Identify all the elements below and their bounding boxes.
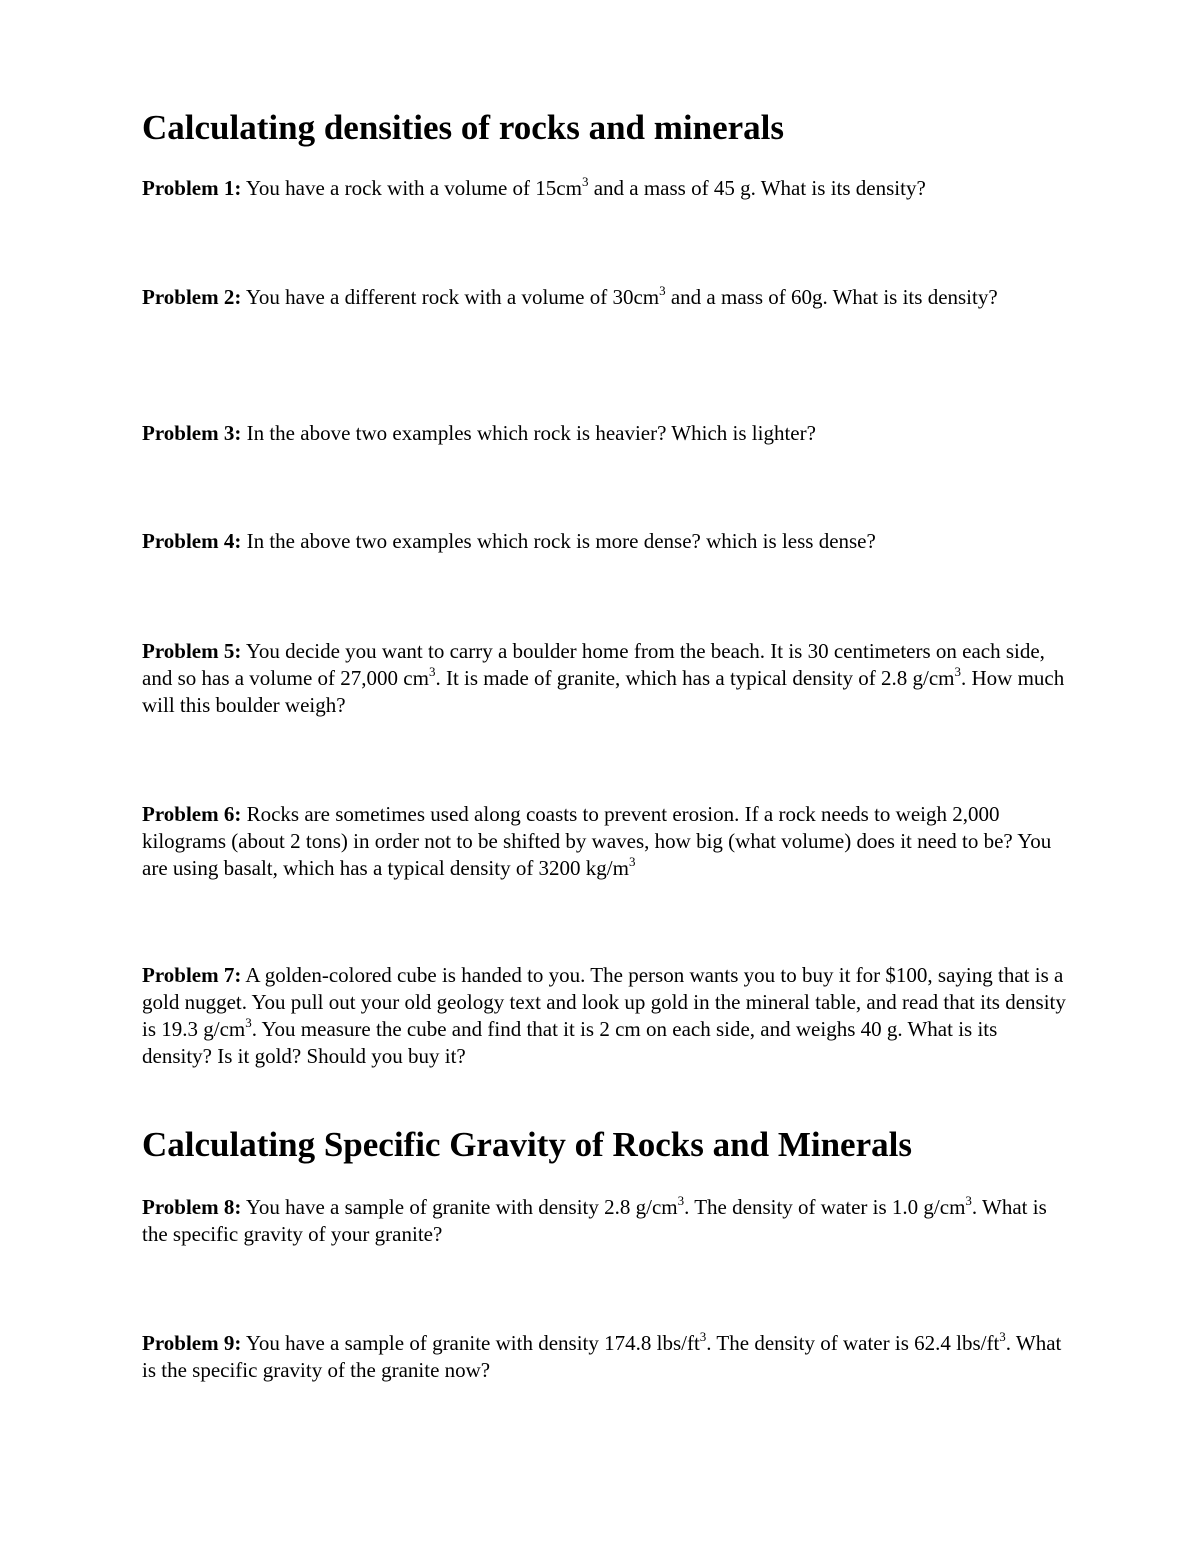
problem-text: . You measure the cube and find that it is 2 cm on each side, and weighs 40 g. What is its density? Is it gold? Should you buy it? [142, 1017, 998, 1068]
superscript: 3 [659, 283, 666, 298]
problem-text: In the above two examples which rock is more dense? which is less dense? [241, 529, 876, 553]
problem-label: Problem 2: [142, 285, 242, 309]
problem-7 [142, 962, 1072, 1070]
problem-label: Problem 6: [142, 802, 242, 826]
problem-label: Problem 3: [142, 421, 242, 445]
problem-text: . How much will this boulder weigh? [142, 666, 1065, 717]
problem-text: and a mass of 45 g. What is its density? [588, 176, 926, 200]
problem-text: . The density of water is 62.4 lbs/ft [706, 1331, 1000, 1355]
heading-specific-gravity: Calculating Specific Gravity of Rocks and Minerals [142, 1125, 912, 1164]
problem-label: Problem 1: [142, 176, 242, 200]
problem-label: Problem 5: [142, 639, 242, 663]
problem-text: . What is the specific gravity of the granite now? [142, 1331, 1062, 1382]
problem-3 [142, 420, 1072, 447]
problem-text: You have a different rock with a volume of 30cm [241, 285, 660, 309]
superscript: 3 [677, 1193, 685, 1208]
problem-text: . It is made of granite, which has a typical density of 2.8 g/cm [435, 666, 955, 690]
superscript: 3 [699, 1329, 707, 1344]
superscript: 3 [581, 174, 589, 189]
problem-text: . What is the specific gravity of your granite? [142, 1195, 1047, 1246]
problem-label: Problem 4: [142, 529, 242, 553]
superscript: 3 [428, 664, 436, 679]
problem-1 [142, 175, 1072, 202]
problem-6 [142, 801, 1072, 882]
problem-5 [142, 638, 1072, 719]
superscript: 3 [999, 1329, 1006, 1344]
problem-2 [142, 284, 1072, 311]
problem-text: In the above two examples which rock is heavier? Which is lighter? [241, 421, 816, 445]
problem-label: Problem 7: [142, 963, 242, 987]
superscript: 3 [954, 664, 961, 679]
problem-label: Problem 9: [142, 1331, 242, 1355]
problem-8 [142, 1194, 1072, 1248]
problem-4 [142, 528, 1072, 555]
problem-text: . The density of water is 1.0 g/cm [684, 1195, 966, 1219]
problem-text: You have a rock with a volume of 15cm [241, 176, 582, 200]
superscript: 3 [965, 1193, 972, 1208]
problem-text: A golden-colored cube is handed to you. The person wants you to buy it for $100, saying that is a gold nugget. You pull out your old geology text and look up gold in the mineral table, and read that its density is 19.3 g/cm [142, 963, 1066, 1041]
problem-text: and a mass of 60g. What is its density? [665, 285, 998, 309]
problem-text: You have a sample of granite with density 174.8 lbs/ft [241, 1331, 700, 1355]
superscript: 3 [245, 1015, 252, 1030]
heading-densities: Calculating densities of rocks and minerals [142, 108, 785, 147]
problem-text: You have a sample of granite with density 2.8 g/cm [241, 1195, 678, 1219]
problem-text: Rocks are sometimes used along coasts to prevent erosion. If a rock needs to weigh 2,000 kilograms (about 2 tons) in order not to be shifted by waves, how big (what volume) does it need to be? You are using basalt, which has a typical density of 3200 kg/m [142, 802, 1052, 880]
superscript: 3 [628, 854, 636, 869]
problem-label: Problem 8: [142, 1195, 242, 1219]
problem-9 [142, 1330, 1072, 1384]
problem-text: You decide you want to carry a boulder home from the beach. It is 30 centimeters on each side, and so has a volume of 27,000 cm [142, 639, 1045, 690]
